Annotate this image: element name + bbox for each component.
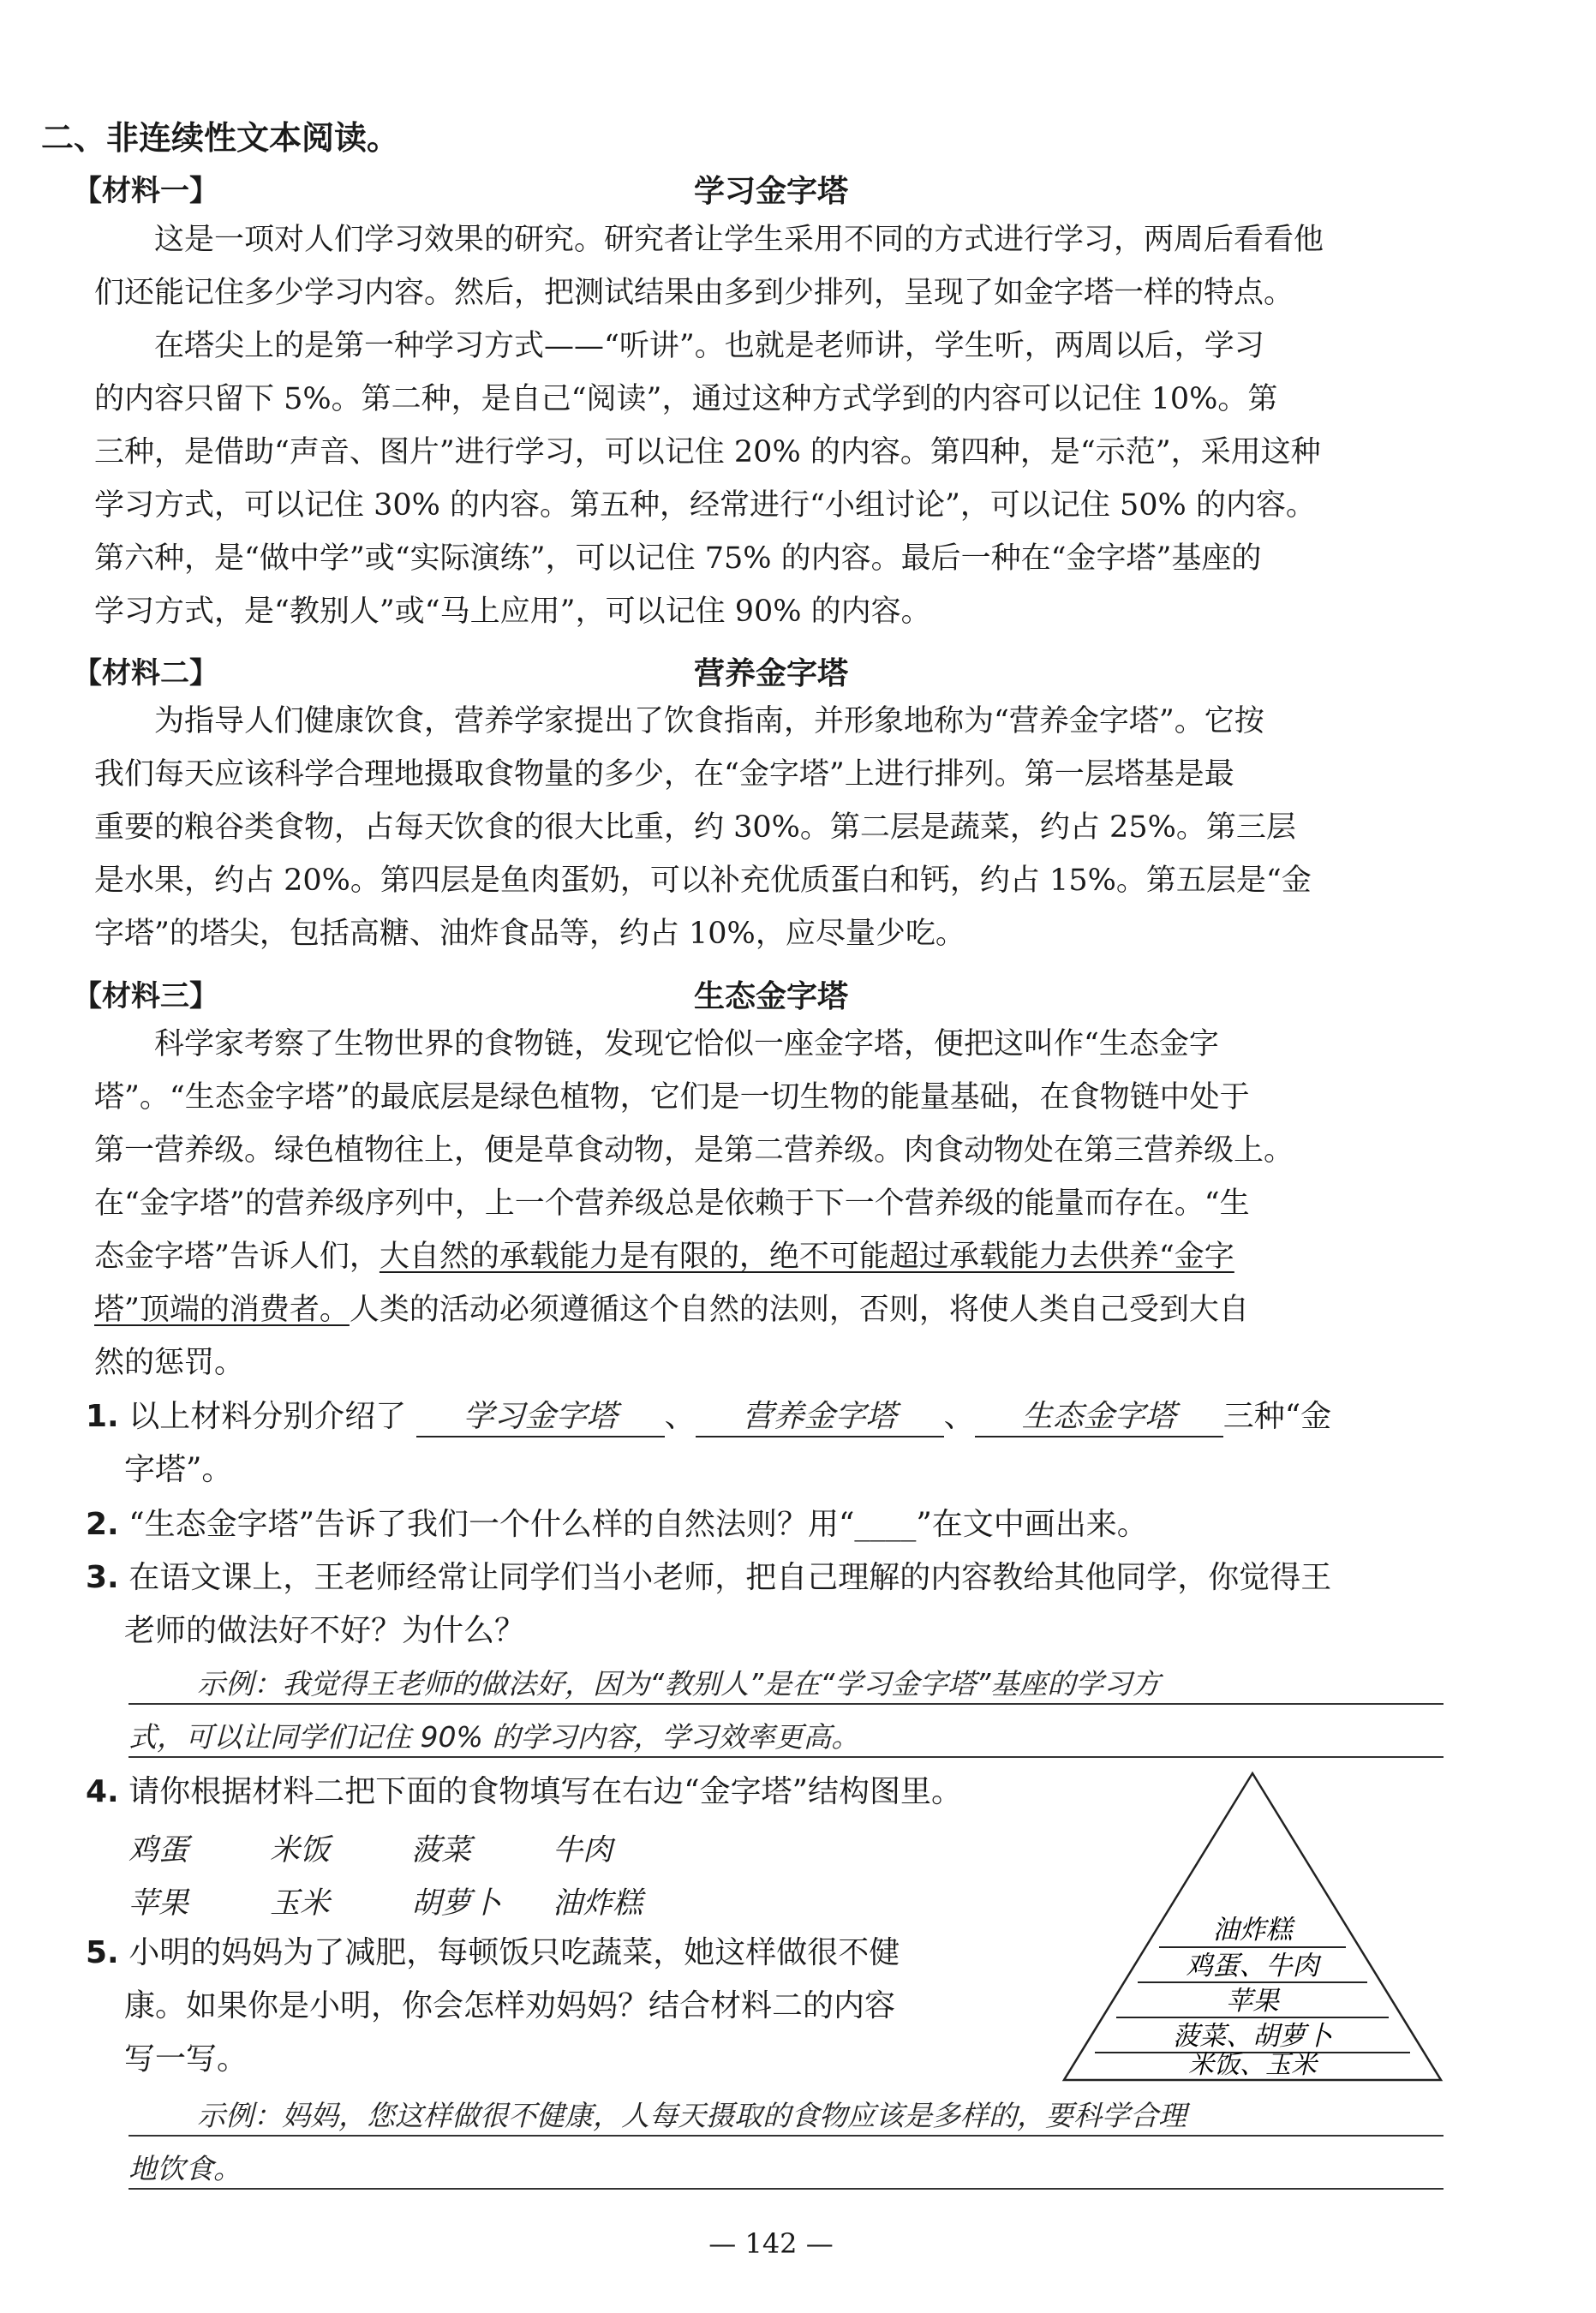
material-3-label: 【材料三】 <box>73 979 218 1013</box>
material-3-line: 在“金字塔”的营养级序列中，上一个营养级总是依赖于下一个营养级的能量而存在。“生 <box>94 1186 1250 1221</box>
question-3 <box>86 1559 1331 1597</box>
food-row-1 <box>129 1826 694 1869</box>
question-number: 1. <box>86 1399 119 1434</box>
question-5-continued: 康。如果你是小明，你会怎样劝妈妈？结合材料二的内容 <box>124 1988 896 2023</box>
food-item: 米饭 <box>270 1833 331 1868</box>
material-1-title: 学习金字塔 <box>693 174 848 209</box>
material-1-line: 们还能记住多少学习内容。然后，把测试结果由多到少排列，呈现了如金字塔一样的特点。 <box>94 276 1294 310</box>
material-3-underlined-line <box>94 1238 1448 1276</box>
pyramid-level-4: 鸡蛋、牛肉 <box>1186 1951 1319 1981</box>
food-item: 苹果 <box>129 1886 189 1921</box>
material-2-label: 【材料二】 <box>73 656 218 690</box>
question-text: “生态金字塔”告诉了我们一个什么样的自然法则？用“____”在文中画出来。 <box>129 1507 1148 1542</box>
question-2 <box>86 1506 1148 1544</box>
material-1-line: 这是一项对人们学习效果的研究。研究者让学生采用不同的方式进行学习，两周后看看他 <box>154 223 1324 257</box>
question-4 <box>86 1773 962 1811</box>
section-title: 二、非连续性文本阅读。 <box>41 119 400 157</box>
material-2-line: 字塔”的塔尖，包括高糖、油炸食品等，约占 10%，应尽量少吃。 <box>94 917 965 951</box>
separator: 、 <box>943 1399 975 1434</box>
food-item: 菠菜 <box>411 1833 472 1868</box>
question-text: 请你根据材料二把下面的食物填写在右边“金字塔”结构图里。 <box>129 1774 962 1809</box>
pyramid-level-3: 苹果 <box>1226 1986 1279 2017</box>
material-3-line: 科学家考察了生物世界的食物链，发现它恰似一座金字塔，便把这叫作“生态金字 <box>154 1027 1219 1061</box>
underlined-answer: 大自然的承载能力是有限的，绝不可能超过承载能力去供养“金字 <box>379 1240 1234 1274</box>
material-3-line: 然的惩罚。 <box>94 1346 245 1380</box>
question-5 <box>86 1934 900 1972</box>
material-2-line: 是水果，约占 20%。第四层是鱼肉蛋奶，可以补充优质蛋白和钙，约占 15%。第五层是“金 <box>94 864 1312 898</box>
material-3-text: 态金字塔”告诉人们， <box>94 1240 380 1274</box>
answer-line[interactable]: 示例：我觉得王老师的做法好，因为“教别人”是在“学习金字塔”基座的学习方 <box>129 1665 1444 1705</box>
answer-line[interactable]: 式，可以让同学们记住 90% 的学习内容，学习效率更高。 <box>129 1718 1444 1758</box>
material-1-line: 学习方式，是“教别人”或“马上应用”，可以记住 90% 的内容。 <box>94 595 931 629</box>
question-text: 在语文课上，王老师经常让同学们当小老师，把自己理解的内容教给其他同学，你觉得王 <box>129 1560 1332 1595</box>
material-3-title: 生态金字塔 <box>693 979 848 1014</box>
pyramid-level-5: 油炸糕 <box>1212 1915 1293 1945</box>
question-text: 以上材料分别介绍了 <box>129 1399 407 1434</box>
answer-blank-3[interactable]: 生态金字塔 <box>975 1398 1223 1437</box>
page-number: — 142 — <box>708 2227 834 2260</box>
underlined-answer: 塔”顶端的消费者。 <box>94 1293 350 1327</box>
question-5-continued: 写一写。 <box>124 2041 248 2077</box>
separator: 、 <box>664 1399 696 1434</box>
food-item: 牛肉 <box>553 1833 613 1868</box>
material-1-line: 在塔尖上的是第一种学习方式——“听讲”。也就是老师讲，学生听，两周以后，学习 <box>154 329 1264 363</box>
material-3-line: 第一营养级。绿色植物往上，便是草食动物，是第二营养级。肉食动物处在第三营养级上。 <box>94 1133 1294 1168</box>
pyramid-level-1: 米饭、玉米 <box>1188 2050 1317 2080</box>
material-1-line: 第六种，是“做中学”或“实际演练”，可以记住 75% 的内容。最后一种在“金字塔”基座的 <box>94 541 1262 576</box>
material-3-line: 塔”。“生态金字塔”的最底层是绿色植物，它们是一切生物的能量基础，在食物链中处于 <box>94 1080 1250 1115</box>
material-2-title: 营养金字塔 <box>693 656 848 691</box>
question-number: 2. <box>86 1507 119 1542</box>
food-item: 鸡蛋 <box>129 1833 189 1868</box>
material-1-line: 学习方式，可以记住 30% 的内容。第五种，经常进行“小组讨论”，可以记住 50% 的内容。 <box>94 488 1316 523</box>
material-2-line: 我们每天应该科学合理地摄取食物量的多少，在“金字塔”上进行排列。第一层塔基是最 <box>94 757 1234 792</box>
question-1-continued: 字塔”。 <box>124 1452 233 1487</box>
material-2-line: 为指导人们健康饮食，营养学家提出了饮食指南，并形象地称为“营养金字塔”。它按 <box>154 704 1264 738</box>
material-1-line: 三种，是借助“声音、图片”进行学习，可以记住 20% 的内容。第四种，是“示范”，采用这种 <box>94 435 1321 469</box>
answer-line[interactable]: 地饮食。 <box>129 2150 1444 2190</box>
question-1 <box>86 1398 1331 1437</box>
question-3-continued: 老师的做法好不好？为什么？ <box>124 1613 526 1648</box>
material-2-line: 重要的粮谷类食物，占每天饮食的很大比重，约 30%。第二层是蔬菜，约占 25%。第三层 <box>94 810 1296 845</box>
question-text: 三种“金 <box>1222 1399 1332 1434</box>
question-number: 3. <box>86 1560 119 1595</box>
question-text: 小明的妈妈为了减肥，每顿饭只吃蔬菜，她这样做很不健 <box>129 1935 900 1970</box>
food-item: 油炸糕 <box>553 1886 643 1921</box>
question-number: 5. <box>86 1935 119 1970</box>
food-item: 玉米 <box>270 1886 331 1921</box>
pyramid-level-2: 菠菜、胡萝卜 <box>1173 2021 1332 2052</box>
food-row-2 <box>129 1880 694 1922</box>
material-1-line: 的内容只留下 5%。第二种，是自己“阅读”，通过这种方式学到的内容可以记住 10%。第 <box>94 382 1278 416</box>
answer-line[interactable]: 示例：妈妈，您这样做很不健康，人每天摄取的食物应该是多样的，要科学合理 <box>129 2097 1444 2137</box>
food-item: 胡萝卜 <box>411 1886 502 1921</box>
material-1-label: 【材料一】 <box>73 174 218 208</box>
answer-blank-1[interactable]: 学习金字塔 <box>416 1398 665 1437</box>
material-3-text: 人类的活动必须遵循这个自然的法则，否则，将使人类自己受到大自 <box>349 1293 1249 1327</box>
food-pyramid-diagram <box>1055 1766 1450 2092</box>
answer-blank-2[interactable]: 营养金字塔 <box>696 1398 944 1437</box>
question-number: 4. <box>86 1774 119 1809</box>
material-3-underlined-line <box>94 1291 1448 1329</box>
